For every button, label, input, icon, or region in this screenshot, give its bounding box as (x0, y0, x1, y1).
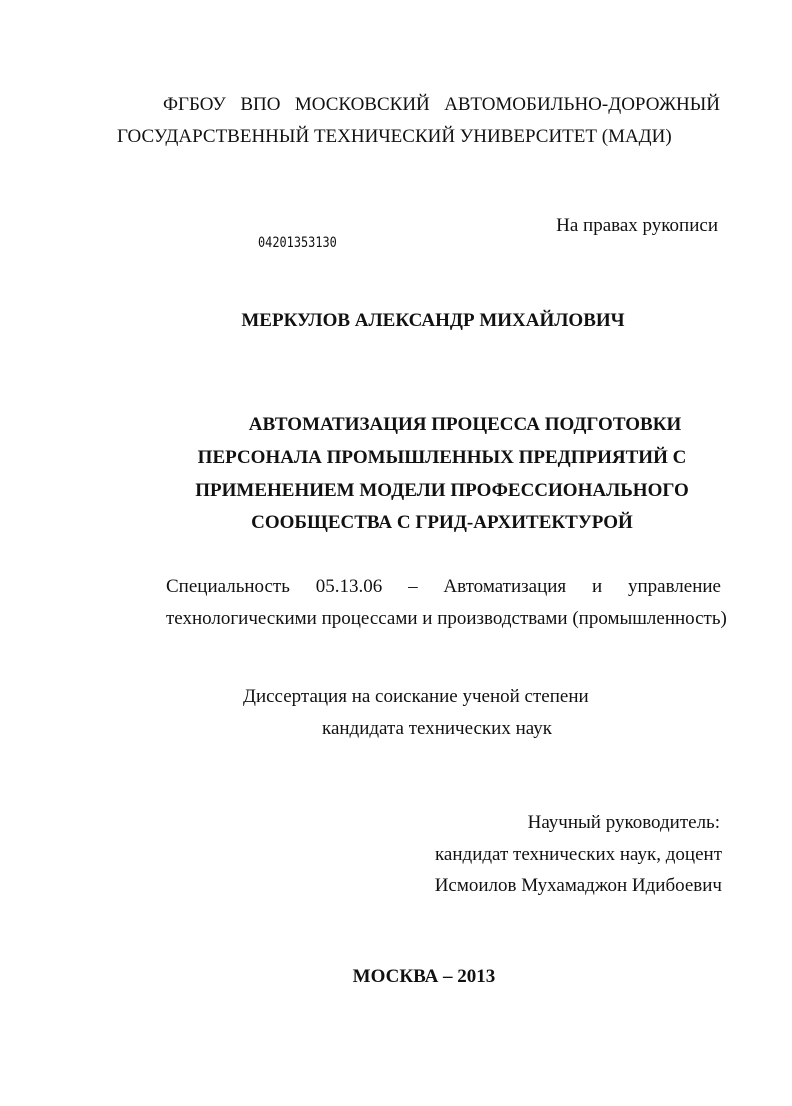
city-year: МОСКВА – 2013 (352, 966, 496, 987)
title-line-3: ПРИМЕНЕНИЕМ МОДЕЛИ ПРОФЕССИОНАЛЬНОГО (195, 480, 689, 501)
supervisor-label: Научный руководитель: (527, 812, 720, 833)
supervisor-title: кандидат технических наук, доцент (434, 844, 722, 865)
specialty-line-1: Специальность 05.13.06 – Автоматизация и управление (166, 576, 721, 597)
manuscript-note: На правах рукописи (556, 215, 718, 236)
institution-line-2: ГОСУДАРСТВЕННЫЙ ТЕХНИЧЕСКИЙ УНИВЕРСИТЕТ (МАДИ) (117, 126, 672, 147)
institution-line-1: ФГБОУ ВПО МОСКОВСКИЙ АВТОМОБИЛЬНО-ДОРОЖНЫЙ (163, 94, 720, 115)
specialty-line-2: технологическими процессами и производствами (промышленность) (166, 608, 727, 629)
title-line-2: ПЕРСОНАЛА ПРОМЫШЛЕННЫХ ПРЕДПРИЯТИЙ С (197, 447, 687, 468)
title-line-4: СООБЩЕСТВА С ГРИД-АРХИТЕКТУРОЙ (251, 512, 633, 533)
author-name: МЕРКУЛОВ АЛЕКСАНДР МИХАЙЛОВИЧ (241, 310, 625, 331)
supervisor-name: Исмоилов Мухамаджон Идибоевич (434, 875, 722, 896)
stamp-number: 04201353130 (258, 235, 337, 251)
degree-line-2: кандидата технических наук (322, 718, 552, 739)
degree-line-1: Диссертация на соискание ученой степени (243, 686, 589, 707)
title-line-1: АВТОМАТИЗАЦИЯ ПРОЦЕССА ПОДГОТОВКИ (248, 414, 682, 435)
